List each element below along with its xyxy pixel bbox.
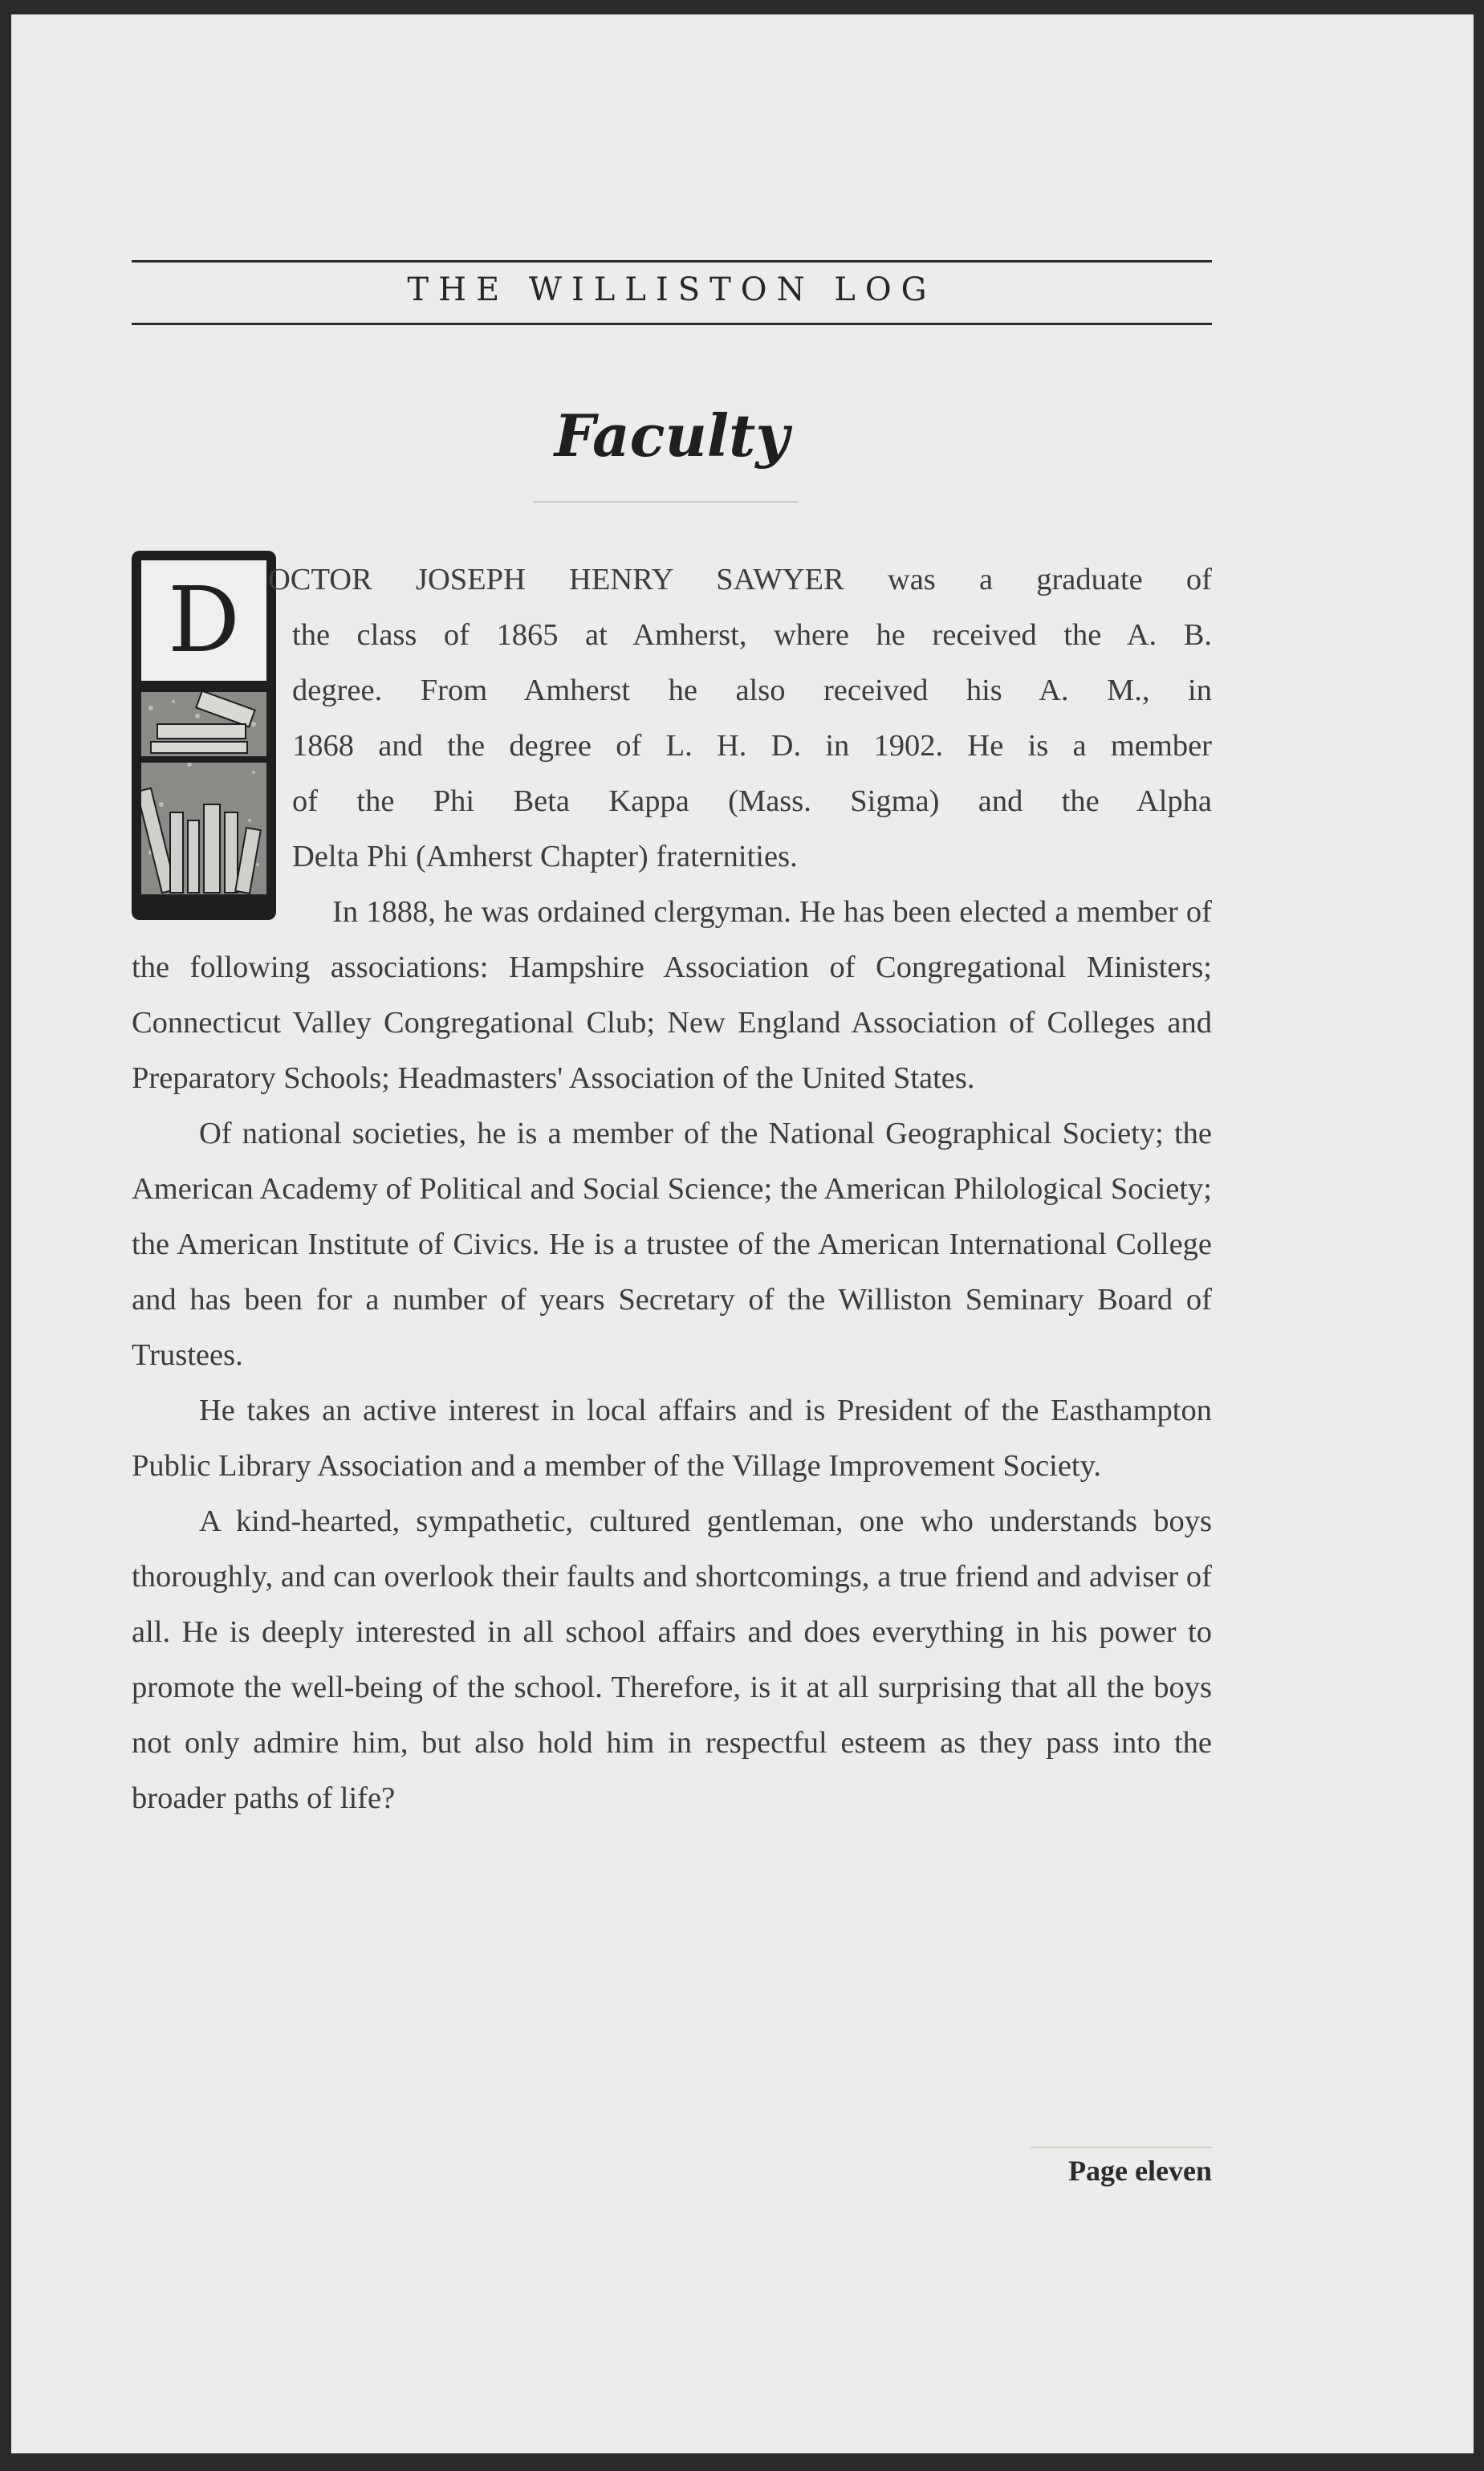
drop-cap-letter: D <box>141 560 266 681</box>
body-text <box>132 885 1212 1826</box>
paragraph-line: Delta Phi (Amherst Chapter) fraternities. <box>292 840 798 873</box>
section-title: Faculty <box>554 401 790 470</box>
title-ornament-rule <box>533 501 798 503</box>
book-page <box>11 14 1474 2453</box>
paragraph-local-affairs: He takes an active interest in local affairs and is President of the Easthampton Public Library Association and a member of the Village Improvement Society. <box>132 1394 1212 1483</box>
paragraph-line: 1868 and the degree of L. H. D. in 1902. He is a member <box>292 729 1212 763</box>
paragraph-line: of the Phi Beta Kappa (Mass. Sigma) and the Alpha <box>292 784 1212 818</box>
paragraph-associations: In 1888, he was ordained clergyman. He has been elected a member of the following associations: Hampshire Association of Congregational Ministers; Connecticut Valley Congregational Club; New England Association of Colleges and Preparatory Schools; Headmasters' Association of the United States. <box>132 895 1212 1095</box>
paragraph-societies: Of national societies, he is a member of the National Geographical Society; the American Academy of Political and Social Science; the American Philological Society; the American Institute of Civics. He is a trustee of the American International College and has been for a number of years Secretary of the Williston Seminary Board of Trustees. <box>132 1117 1212 1372</box>
paragraph-character: A kind-hearted, sympathetic, cultured gentleman, one who understands boys thoroughly, and can overlook their faults and shortcomings, a true friend and adviser of all. He is deeply interested in all school affairs and does everything in his power to promote the well-being of the school. Therefore, is it at all surprising that all the boys not only admire him, but also hold him in respectful esteem as they pass into the broader paths of life? <box>132 1504 1212 1815</box>
paragraph-line: OCTOR JOSEPH HENRY SAWYER was a graduate of <box>268 563 1212 596</box>
opening-paragraph <box>268 552 1212 885</box>
folio-rule <box>1031 2147 1212 2148</box>
books-icon <box>141 692 266 909</box>
page-number: Page eleven <box>1068 2155 1212 2187</box>
drop-cap-illustration <box>132 551 276 920</box>
running-header: THE WILLISTON LOG <box>407 271 937 308</box>
paragraph-line: the class of 1865 at Amherst, where he received the A. B. <box>292 618 1212 652</box>
header-top-rule <box>132 260 1212 263</box>
header-bottom-rule <box>132 323 1212 325</box>
paragraph-line: degree. From Amherst he also received his A. M., in <box>292 674 1212 707</box>
